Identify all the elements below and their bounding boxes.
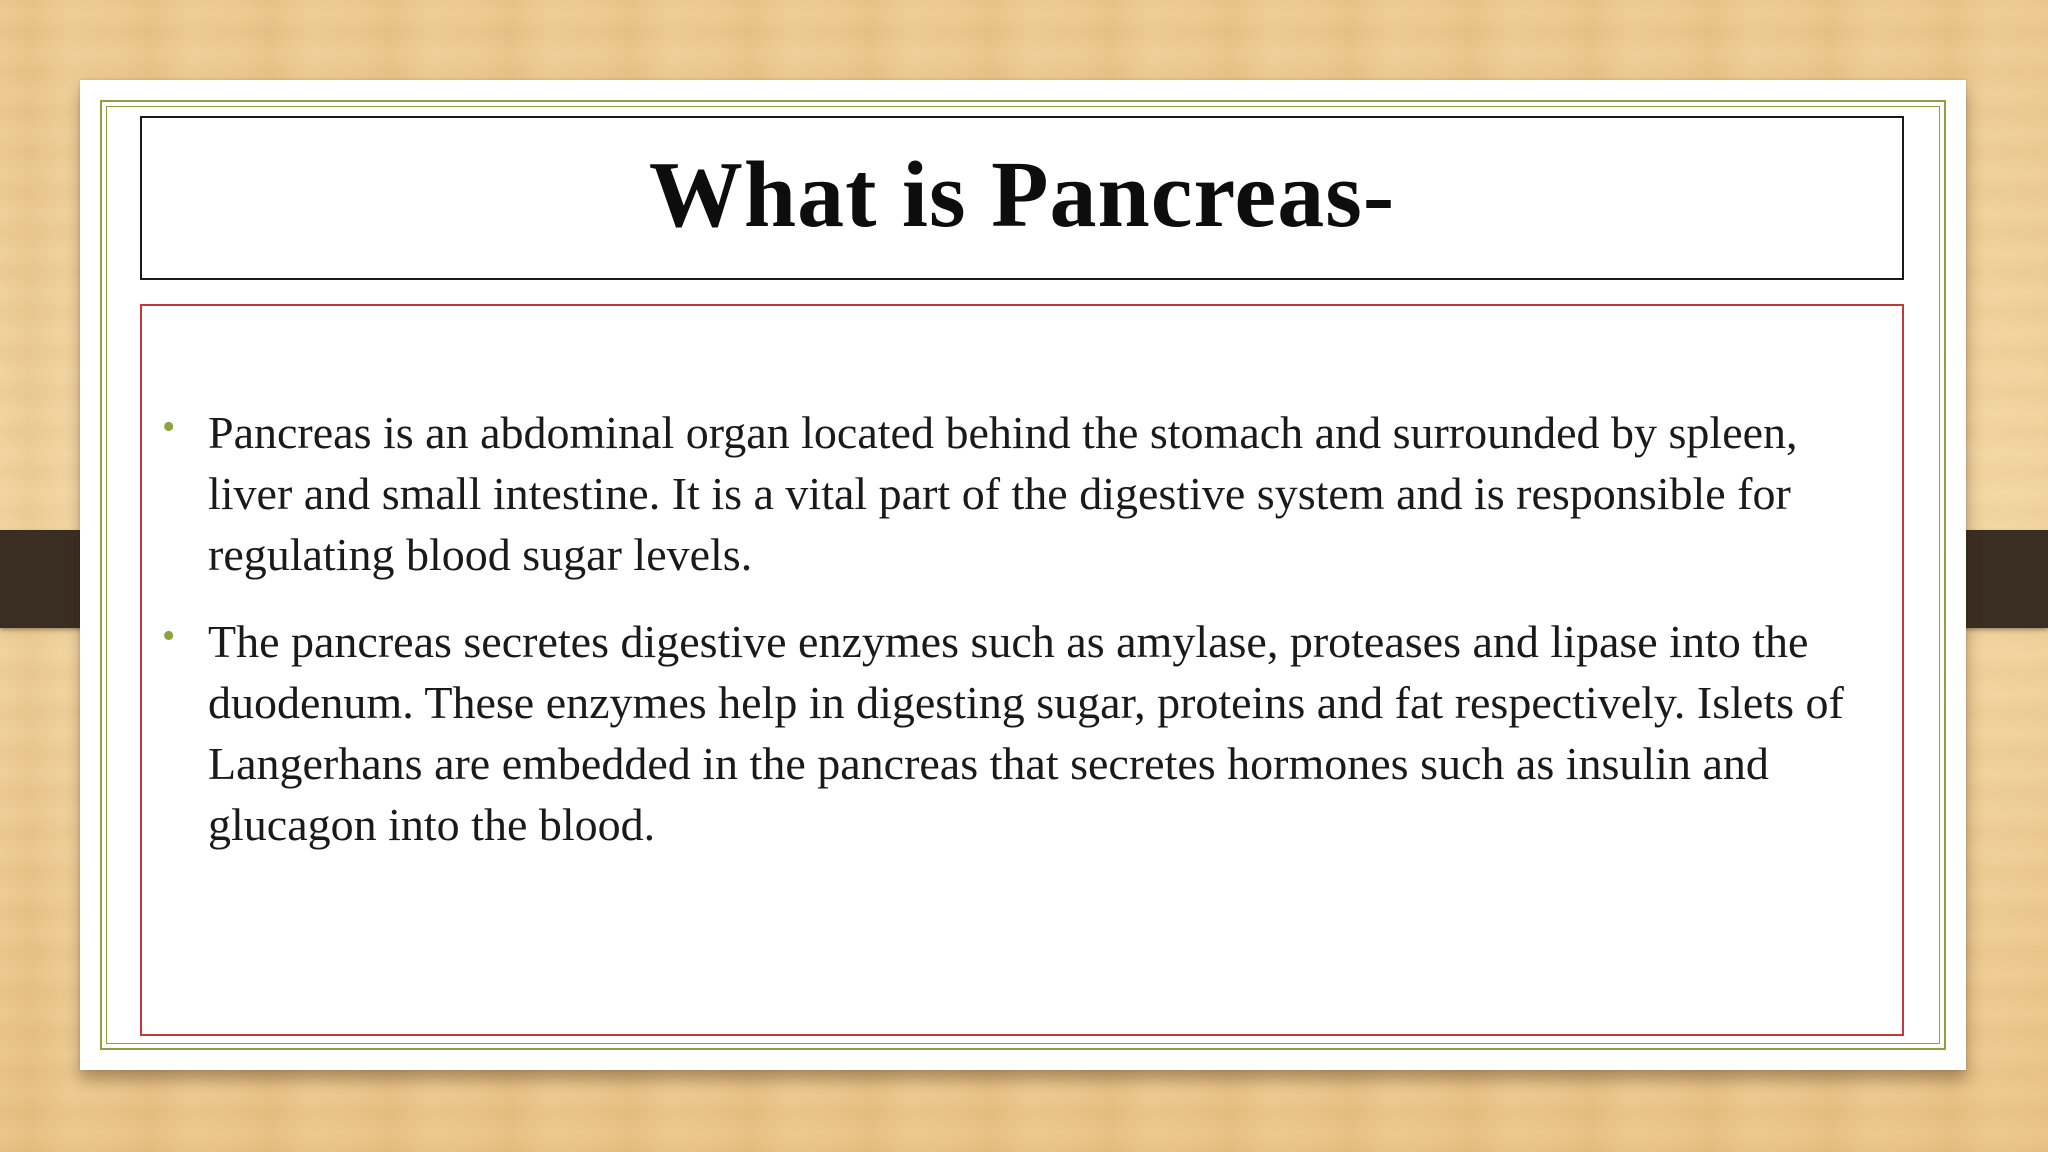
bullet-icon: • bbox=[162, 615, 176, 657]
bullet-icon: • bbox=[162, 406, 176, 448]
bullet-list bbox=[162, 402, 1892, 881]
slide-title: What is Pancreas- bbox=[648, 143, 1396, 247]
bullet-text: Pancreas is an abdominal organ located behind the stomach and surrounded by spleen, liver and small intestine. It is a vital part of the digestive system and is responsible for regulating blood sugar levels. bbox=[208, 407, 1798, 580]
title-box bbox=[140, 116, 1904, 280]
bullet-text: The pancreas secretes digestive enzymes such as amylase, proteases and lipase into the duodenum. These enzymes help in digesting sugar, proteins and fat respectively. Islets of Langerhans are embedded in the pancreas that secretes hormones such as insulin and glucagon into the blood. bbox=[208, 616, 1844, 850]
bullet-item bbox=[162, 402, 1892, 585]
content-box bbox=[140, 304, 1904, 1036]
slide bbox=[80, 80, 1966, 1070]
bullet-item bbox=[162, 611, 1892, 855]
